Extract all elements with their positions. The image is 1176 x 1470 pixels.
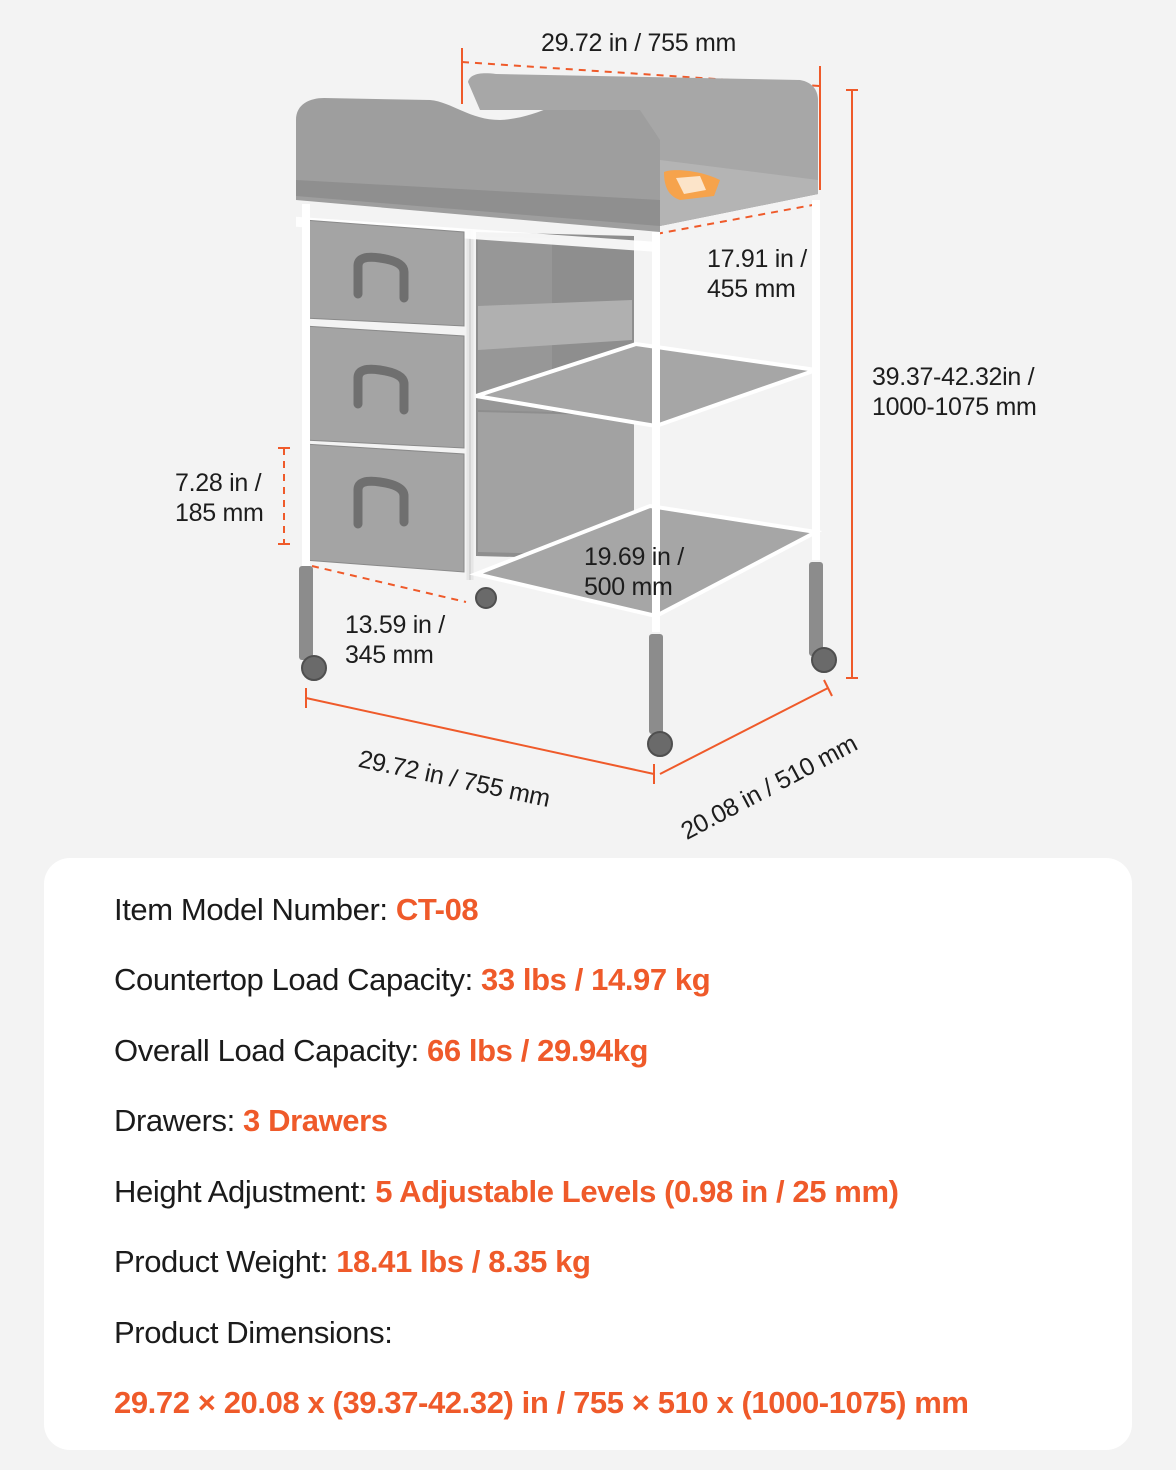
- spec-weight-label: Product Weight:: [114, 1244, 337, 1279]
- drawer-height-line1: 7.28 in /: [175, 469, 262, 497]
- pad-depth-line2: 455 mm: [707, 275, 796, 303]
- spec-countertop-load: [114, 962, 710, 998]
- shelf-width-line1: 19.69 in /: [584, 543, 684, 571]
- spec-drawers-label: Drawers:: [114, 1103, 244, 1138]
- drawer-height-label: [175, 468, 264, 528]
- spec-dimensions-label: Product Dimensions:: [114, 1315, 393, 1350]
- height-line2: 1000-1075 mm: [872, 393, 1037, 421]
- spec-overall-label: Overall Load Capacity:: [114, 1033, 428, 1068]
- drawer-width-line2: 345 mm: [345, 641, 434, 669]
- spec-card: [44, 858, 1132, 1450]
- spec-model-label: Item Model Number:: [114, 892, 396, 927]
- spec-height-adjustment: [114, 1174, 899, 1210]
- spec-model: [114, 892, 478, 928]
- spec-countertop-label: Countertop Load Capacity:: [114, 962, 482, 997]
- pad-depth-line1: 17.91 in /: [707, 245, 807, 273]
- drawer-width-label: [345, 610, 445, 670]
- shelf-width-label: [584, 542, 684, 602]
- pad-depth-label: [707, 244, 807, 304]
- spec-model-value: CT-08: [395, 892, 479, 927]
- base-width-label: 29.72 in / 755 mm: [355, 744, 553, 813]
- spec-dimensions-text: 29.72 × 20.08 x (39.37-42.32) in / 755 × 510 x (1000-1075) mm: [114, 1385, 969, 1420]
- spec-weight-value: 18.41 lbs / 8.35 kg: [336, 1244, 591, 1279]
- spec-dimensions-value: [114, 1385, 969, 1421]
- top-width-label: 29.72 in / 755 mm: [541, 29, 737, 57]
- height-label: [872, 362, 1037, 422]
- base-depth-label: 20.08 in / 510 mm: [676, 729, 862, 846]
- spec-drawers-value: 3 Drawers: [243, 1103, 388, 1138]
- spec-height-label: Height Adjustment:: [114, 1174, 376, 1209]
- drawers: [304, 220, 464, 572]
- spec-height-value: 5 Adjustable Levels (0.98 in / 25 mm): [375, 1174, 899, 1209]
- spec-overall-load: [114, 1033, 648, 1069]
- spec-countertop-value: 33 lbs / 14.97 kg: [481, 962, 711, 997]
- shelf-width-line2: 500 mm: [584, 573, 673, 601]
- spec-overall-value: 66 lbs / 29.94kg: [427, 1033, 649, 1068]
- spec-weight: [114, 1244, 591, 1280]
- drawer-height-line2: 185 mm: [175, 499, 264, 527]
- drawer-width-line1: 13.59 in /: [345, 611, 445, 639]
- spec-drawers: [114, 1103, 388, 1139]
- height-line1: 39.37-42.32in /: [872, 363, 1035, 391]
